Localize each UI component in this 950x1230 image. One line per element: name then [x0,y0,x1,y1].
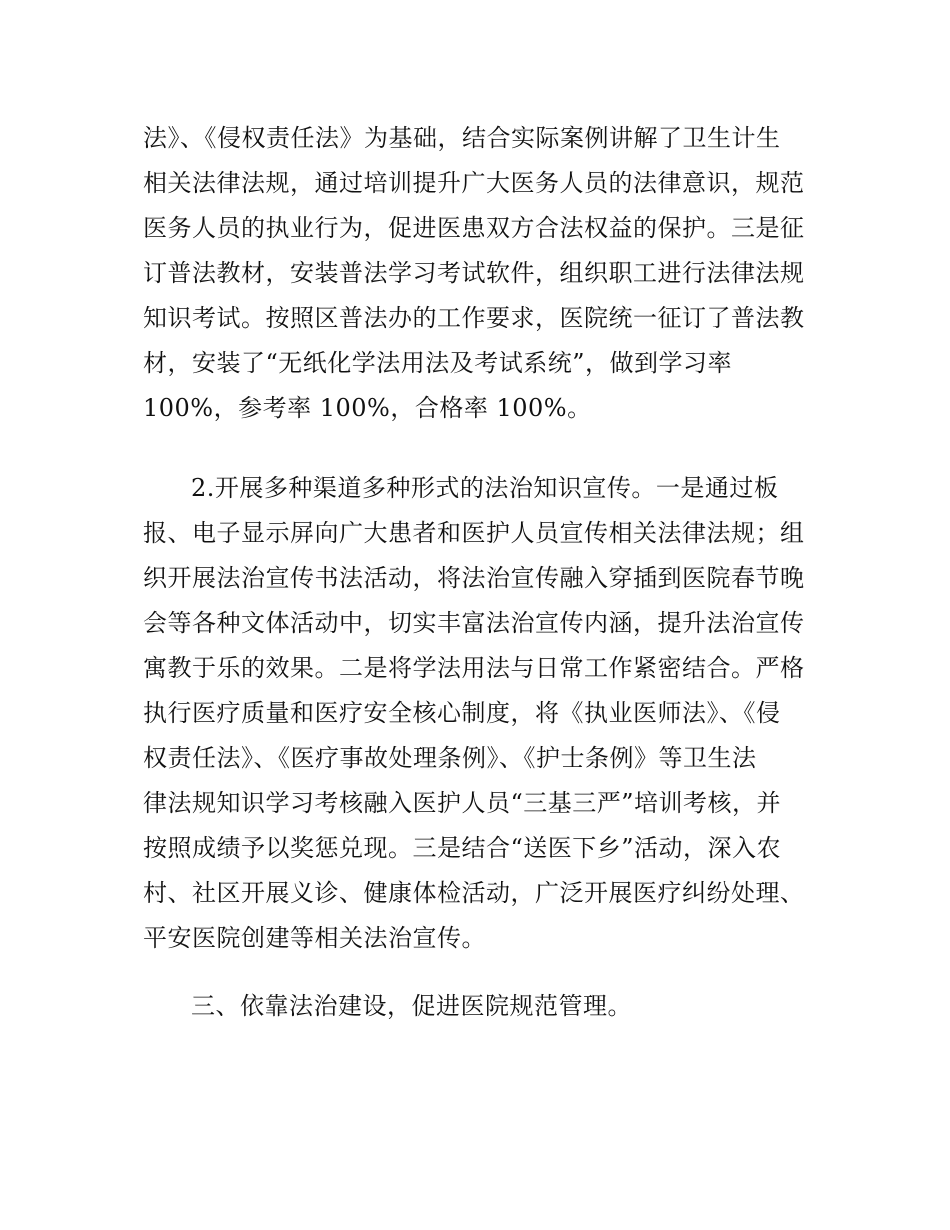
text-line: 执行医疗质量和医疗安全核心制度，将《执业医师法》、《侵 [143,699,781,727]
text-line: 寓教于乐的效果。二是将学法用法与日常工作紧密结合。严格 [143,654,805,682]
text-line: 村、社区开展义诊、健康体检活动，广泛开展医疗纠纷处理、 [143,879,805,907]
text-line: 100%，参考率 100%，合格率 100%。 [143,394,592,422]
text-line: 报、电子显示屏向广大患者和医护人员宣传相关法律法规；组 [143,519,805,547]
section-heading [143,984,823,1029]
text-line: 知识考试。按照区普法办的工作要求，医院统一征订了普法教 [143,304,805,332]
text-line: 按照成绩予以奖惩兑现。三是结合“送医下乡”活动，深入农 [143,834,782,862]
text-line: 相关法律法规，通过培训提升广大医务人员的法律意识，规范 [143,169,805,197]
text-line: 权责任法》、《医疗事故处理条例》、《护士条例》等卫生法 [143,744,757,772]
text-line: 2.开展多种渠道多种形式的法治知识宣传。一是通过板 [191,474,779,502]
text-line: 医务人员的执业行为，促进医患双方合法权益的保护。三是征 [143,214,805,242]
paragraph-training [143,116,823,431]
text-line: 织开展法治宣传书法活动，将法治宣传融入穿插到医院春节晚 [143,564,805,592]
text-line: 材，安装了“无纸化学法用法及考试系统”，做到学习率 [143,349,733,377]
text-line: 平安医院创建等相关法治宣传。 [143,924,486,952]
heading-text: 三、依靠法治建设，促进医院规范管理。 [191,992,632,1020]
text-line: 法》、《侵权责任法》为基础，结合实际案例讲解了卫生计生 [143,124,781,152]
text-line: 会等各种文体活动中，切实丰富法治宣传内涵，提升法治宣传 [143,609,805,637]
text-line: 订普法教材，安装普法学习考试软件，组织职工进行法律法规 [143,259,805,287]
paragraph-publicity [143,466,823,961]
text-line: 律法规知识学习考核融入医护人员“三基三严”培训考核，并 [143,789,782,817]
